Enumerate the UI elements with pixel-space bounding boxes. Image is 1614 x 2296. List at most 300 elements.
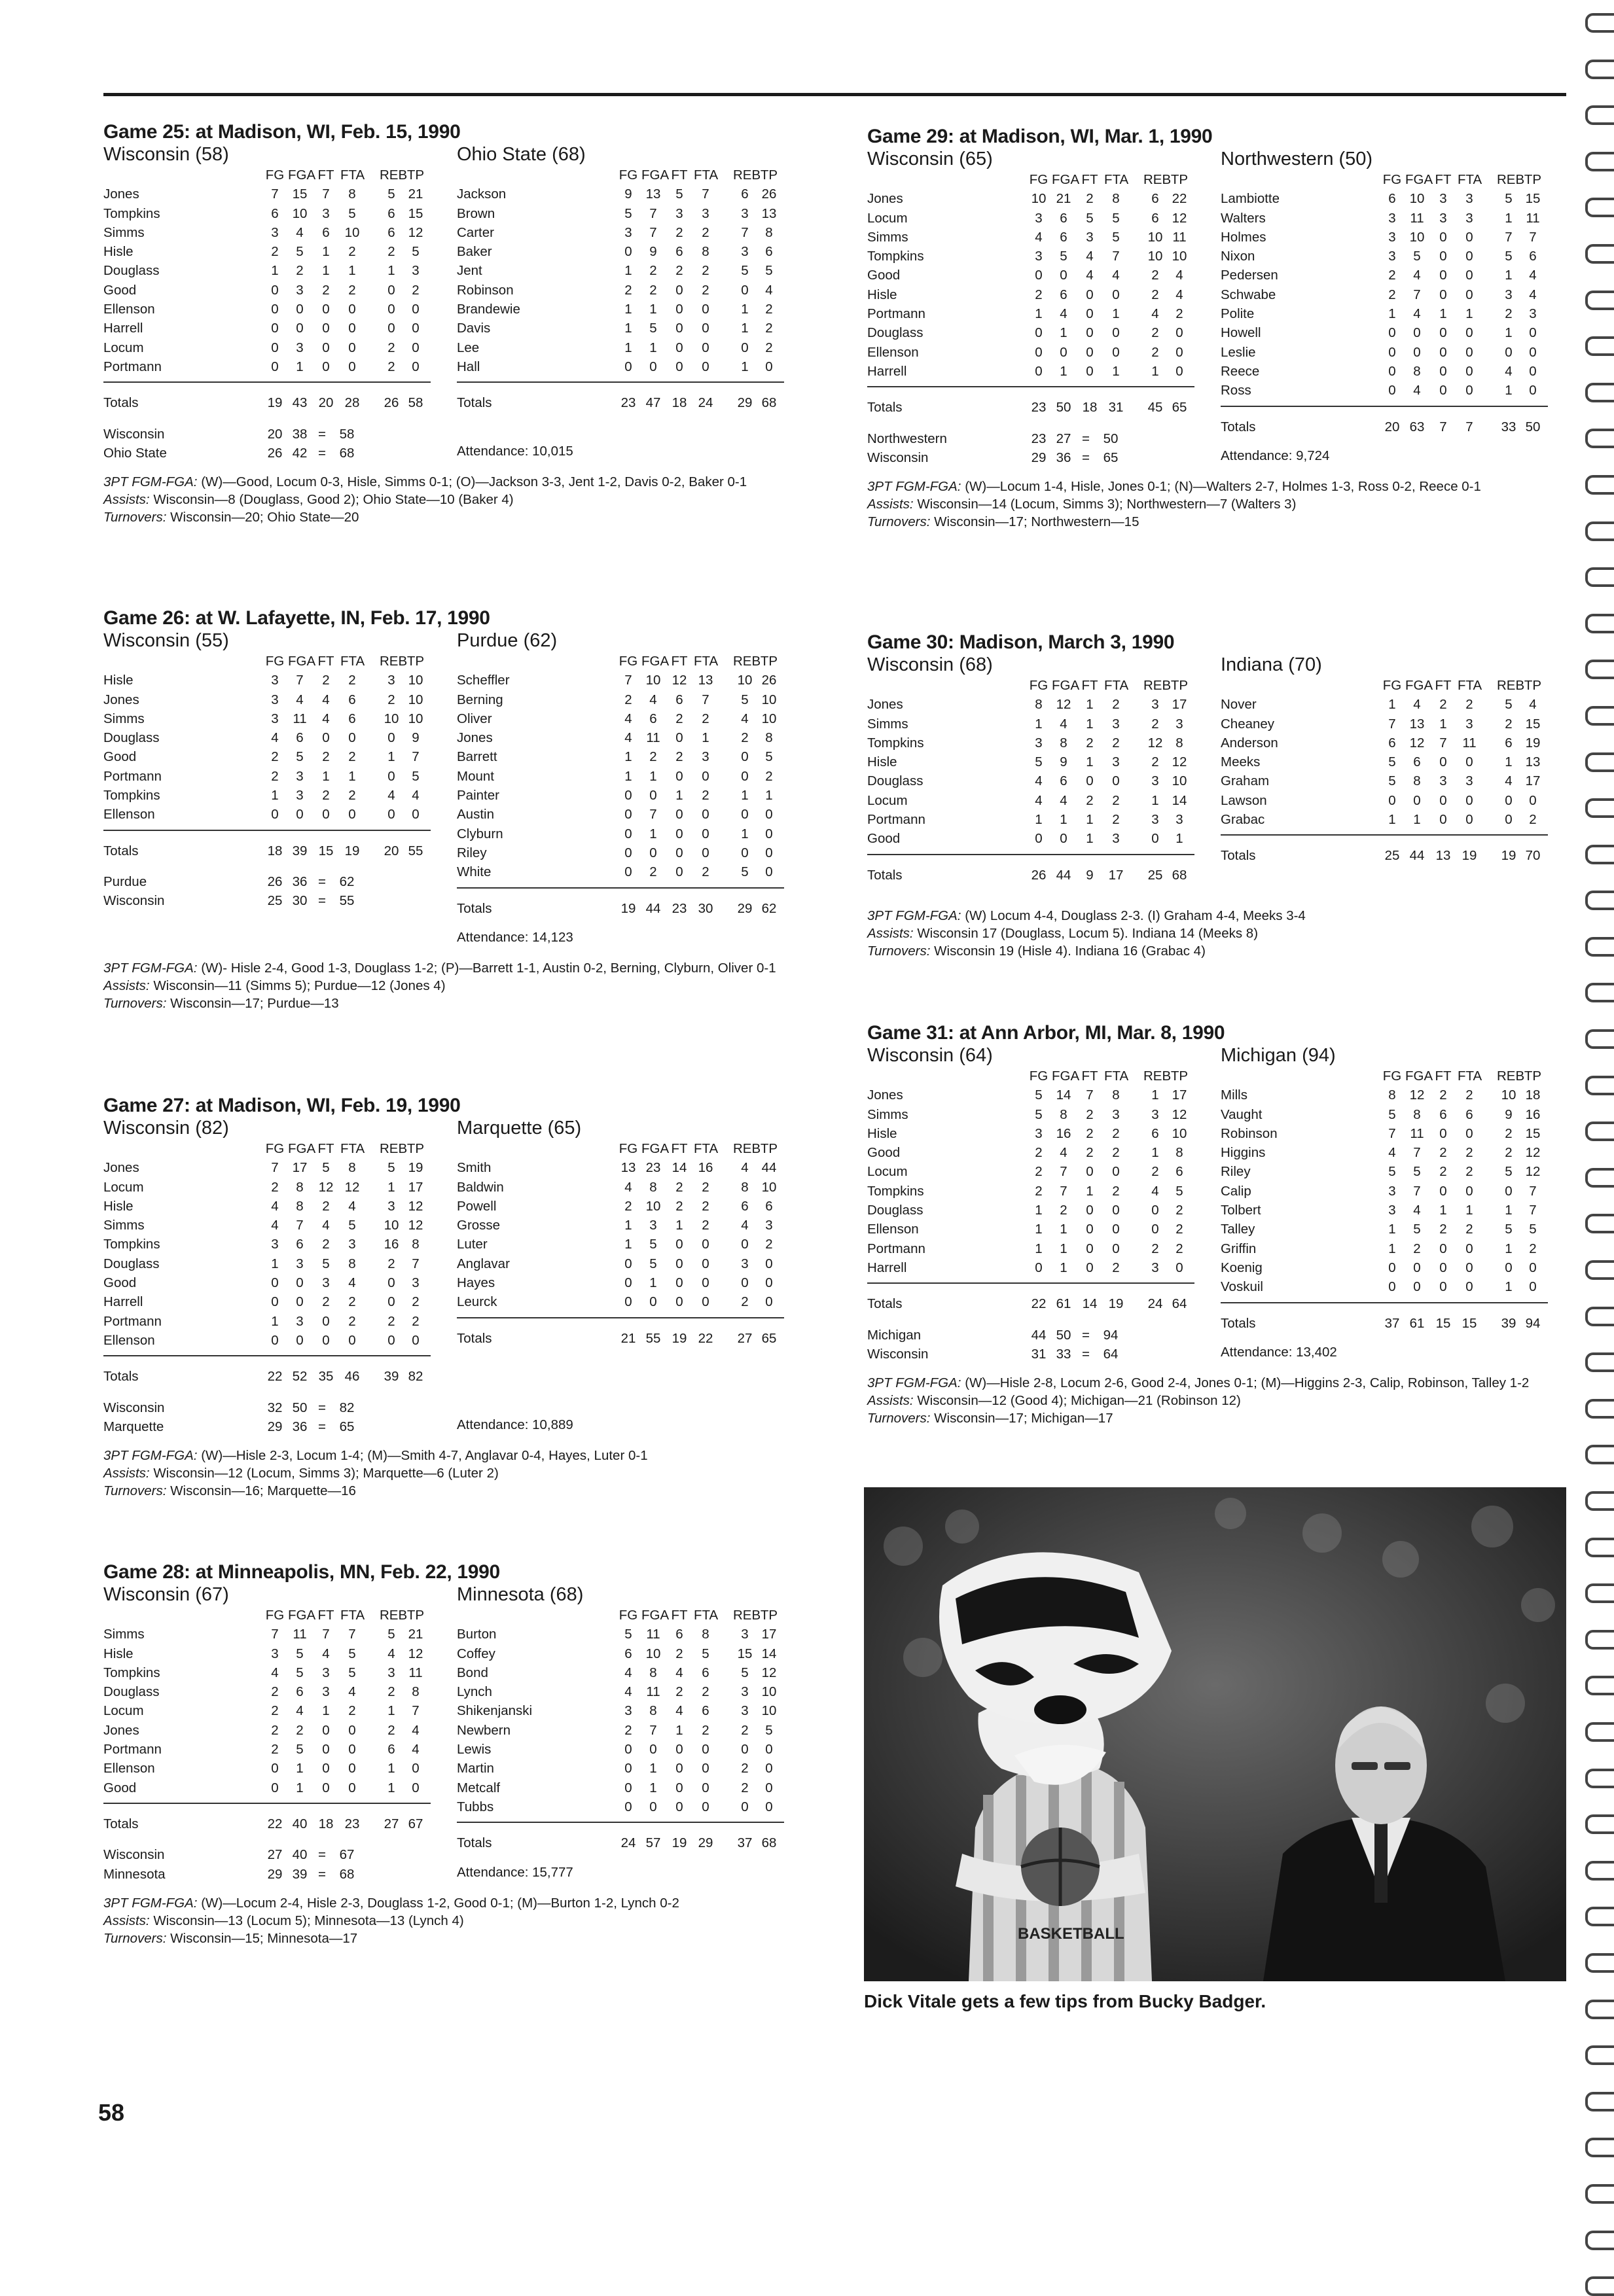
score-value: 30 xyxy=(292,893,308,909)
stat-value: 6 xyxy=(1151,191,1159,207)
halftime-scores xyxy=(103,425,418,463)
stat-value: 1 xyxy=(741,826,749,841)
stat-value: 5 xyxy=(1388,754,1396,770)
stat-value: 0 xyxy=(765,1275,773,1291)
totals-value: 39 xyxy=(292,843,308,858)
stat-value: 1 xyxy=(649,768,657,784)
stat-value: 4 xyxy=(1413,383,1421,398)
stat-value: 2 xyxy=(765,321,773,336)
note-line xyxy=(103,508,797,526)
stat-value: 0 xyxy=(296,1294,304,1310)
spiral-coil xyxy=(1585,1352,1614,1372)
stat-value: 1 xyxy=(1060,812,1067,828)
stat-value: 4 xyxy=(412,1722,420,1738)
score-value: 42 xyxy=(292,445,308,461)
stat-value: 2 xyxy=(348,673,356,688)
stat-value: 0 xyxy=(765,359,773,374)
stat-value: 0 xyxy=(1505,1183,1513,1199)
stat-value: 2 xyxy=(1086,1125,1094,1141)
stat-header: FT xyxy=(1435,1069,1452,1084)
player-row xyxy=(103,728,431,747)
stat-value: 0 xyxy=(1086,363,1094,379)
stat-value: 4 xyxy=(1060,716,1067,732)
spiral-coil xyxy=(1585,198,1614,217)
totals-value: 39 xyxy=(384,1369,399,1385)
player-row xyxy=(103,767,431,786)
stat-value: 7 xyxy=(1413,1183,1421,1199)
stat-value: 2 xyxy=(1439,697,1447,713)
note-label: 3PT FGM-FGA: xyxy=(867,479,961,495)
player-name: Robinson xyxy=(1221,1125,1278,1141)
stat-header: FG xyxy=(1029,678,1049,693)
stat-value: 15 xyxy=(1525,716,1541,732)
stat-header: FTA xyxy=(340,1141,365,1156)
totals-value: 30 xyxy=(698,900,713,916)
stat-value: 6 xyxy=(1465,1106,1473,1122)
totals-label: Totals xyxy=(867,867,903,883)
stat-header-row xyxy=(457,166,784,185)
stat-value: 5 xyxy=(741,263,749,279)
stat-value: 1 xyxy=(322,244,330,260)
stat-value: 3 xyxy=(1388,229,1396,245)
player-row xyxy=(457,300,784,319)
stat-header: FTA xyxy=(694,1141,719,1156)
totals-value: 23 xyxy=(1031,400,1047,415)
player-row xyxy=(1221,752,1548,771)
stat-value: 1 xyxy=(1086,812,1094,828)
stat-value: 0 xyxy=(1465,268,1473,283)
player-row xyxy=(867,695,1194,714)
totals-value: 22 xyxy=(698,1330,713,1346)
stat-value: 2 xyxy=(322,1294,330,1310)
note-text: Wisconsin—12 (Good 4); Michigan—21 (Robinson 12) xyxy=(913,1393,1241,1409)
stat-value: 3 xyxy=(322,205,330,221)
note-line xyxy=(867,495,1561,513)
stat-value: 0 xyxy=(322,1722,330,1738)
stat-value: 0 xyxy=(624,788,632,804)
player-name: Walters xyxy=(1221,210,1266,226)
stat-value: 15 xyxy=(292,186,308,202)
stat-value: 5 xyxy=(1112,210,1120,226)
stat-value: 10 xyxy=(761,711,777,726)
totals-label: Totals xyxy=(457,395,492,411)
stat-value: 3 xyxy=(1388,249,1396,264)
stat-value: 2 xyxy=(702,263,709,279)
player-name: Douglass xyxy=(867,325,924,341)
note-label: Assists: xyxy=(103,1913,150,1928)
stat-value: 4 xyxy=(1529,287,1537,302)
stat-header: REB xyxy=(1497,172,1525,187)
stat-value: 0 xyxy=(1035,1260,1043,1275)
player-row xyxy=(457,1197,784,1216)
player-row xyxy=(867,752,1194,771)
player-name: Tompkins xyxy=(103,1665,160,1680)
player-name: Ross xyxy=(1221,383,1251,398)
player-name: Good xyxy=(103,1780,137,1795)
stat-value: 0 xyxy=(624,1742,632,1757)
spiral-coil xyxy=(1585,13,1614,33)
score-value: 55 xyxy=(339,893,355,909)
stat-value: 1 xyxy=(1035,1241,1043,1256)
totals-value: 19 xyxy=(1501,848,1516,864)
stat-value: 1 xyxy=(1388,306,1396,322)
stat-value: 3 xyxy=(624,1703,632,1719)
stat-value: 0 xyxy=(1086,1222,1094,1237)
player-name: Robinson xyxy=(457,282,514,298)
stat-value: 5 xyxy=(649,1237,657,1252)
stat-value: 2 xyxy=(675,1646,683,1661)
stat-value: 0 xyxy=(675,807,683,822)
stat-value: 6 xyxy=(1151,210,1159,226)
stat-value: 0 xyxy=(675,302,683,317)
stat-header: FGA xyxy=(1052,1069,1080,1084)
player-name: Locum xyxy=(103,1703,144,1719)
stat-value: 5 xyxy=(412,768,420,784)
stat-value: 7 xyxy=(1505,229,1513,245)
score-value: 38 xyxy=(292,426,308,442)
spiral-coil xyxy=(1585,937,1614,957)
totals-value: 18 xyxy=(1082,400,1098,415)
stat-value: 0 xyxy=(296,321,304,336)
stat-value: 4 xyxy=(675,1665,683,1680)
totals-value: 22 xyxy=(267,1816,283,1831)
stat-value: 2 xyxy=(702,1722,709,1738)
top-rule xyxy=(103,93,1566,96)
player-row xyxy=(867,1239,1194,1258)
stat-value: 1 xyxy=(387,1703,395,1719)
player-row xyxy=(103,1254,431,1273)
stat-value: 2 xyxy=(387,340,395,355)
totals-rule xyxy=(103,1355,431,1356)
stat-value: 4 xyxy=(296,224,304,240)
stat-header: FGA xyxy=(641,1141,670,1156)
stat-value: 2 xyxy=(271,749,279,765)
stat-header: REB xyxy=(380,1141,408,1156)
stat-value: 0 xyxy=(322,1332,330,1348)
stat-value: 3 xyxy=(387,1665,395,1680)
stat-value: 5 xyxy=(649,321,657,336)
stat-value: 1 xyxy=(296,359,304,374)
player-row xyxy=(1221,362,1548,381)
totals-label: Totals xyxy=(1221,1315,1256,1331)
stat-value: 0 xyxy=(412,807,420,822)
stat-value: 2 xyxy=(1529,1241,1537,1256)
stat-value: 0 xyxy=(348,321,356,336)
stat-value: 2 xyxy=(765,1237,773,1252)
stat-value: 12 xyxy=(318,1179,334,1195)
score-team: Minnesota xyxy=(103,1866,166,1882)
stat-value: 10 xyxy=(292,205,308,221)
stat-value: 3 xyxy=(1388,1203,1396,1218)
stat-value: 5 xyxy=(1035,1106,1043,1122)
note-text: Wisconsin—13 (Locum 5); Minnesota—13 (Lynch 4) xyxy=(149,1913,464,1928)
team2-box-score xyxy=(1221,170,1548,434)
player-name: Brandewie xyxy=(457,302,520,317)
note-label: Turnovers: xyxy=(867,514,931,530)
spiral-coil xyxy=(1585,1583,1614,1603)
stat-value: 0 xyxy=(765,1780,773,1795)
score-value: 64 xyxy=(1103,1346,1119,1362)
player-row xyxy=(867,1162,1194,1181)
totals-value: 15 xyxy=(318,843,334,858)
stat-value: 8 xyxy=(1060,1106,1067,1122)
game-title: Game 27: at Madison, WI, Feb. 19, 1990 xyxy=(103,1095,461,1116)
player-row xyxy=(103,1759,431,1778)
player-name: Harrell xyxy=(103,1294,143,1310)
stat-value: 5 xyxy=(702,1646,709,1661)
stat-value: 0 xyxy=(675,826,683,841)
stat-value: 0 xyxy=(702,1237,709,1252)
note-text: Wisconsin—16; Marquette—16 xyxy=(166,1483,356,1499)
stat-value: 0 xyxy=(348,1780,356,1795)
player-name: Anglavar xyxy=(457,1256,510,1271)
stat-value: 4 xyxy=(1035,773,1043,789)
totals-value: 7 xyxy=(1465,419,1473,434)
player-row xyxy=(457,1158,784,1177)
stat-value: 5 xyxy=(1112,229,1120,245)
team2-label: Purdue (62) xyxy=(457,630,558,651)
stat-value: 3 xyxy=(649,1218,657,1233)
stat-value: 3 xyxy=(741,244,749,260)
note-line xyxy=(867,925,1561,942)
stat-value: 0 xyxy=(1388,344,1396,360)
team2-label: Northwestern (50) xyxy=(1221,149,1373,169)
stat-header: FTA xyxy=(1104,678,1129,693)
stat-value: 2 xyxy=(296,1722,304,1738)
stat-value: 1 xyxy=(1175,831,1183,847)
stat-value: 12 xyxy=(1172,754,1187,770)
player-row xyxy=(103,223,431,242)
stat-value: 10 xyxy=(645,1198,661,1214)
stat-value: 8 xyxy=(348,1256,356,1271)
stat-value: 8 xyxy=(765,224,773,240)
stat-value: 7 xyxy=(1060,1164,1067,1180)
note-text: (W)—Good, Locum 0-3, Hisle, Simms 0-1; (O)—Jackson 3-3, Jent 1-2, Davis 0-2, Baker 0-1 xyxy=(197,474,747,490)
stat-value: 2 xyxy=(1035,1164,1043,1180)
stat-value: 6 xyxy=(1505,735,1513,751)
totals-value: 23 xyxy=(672,900,687,916)
stat-value: 0 xyxy=(387,730,395,746)
stat-value: 0 xyxy=(348,1332,356,1348)
stat-value: 0 xyxy=(649,845,657,860)
player-row xyxy=(867,1086,1194,1104)
player-row xyxy=(457,671,784,690)
stat-value: 6 xyxy=(765,244,773,260)
stat-value: 2 xyxy=(702,864,709,880)
spiral-coil xyxy=(1585,1260,1614,1280)
stat-value: 4 xyxy=(1112,268,1120,283)
stat-value: 1 xyxy=(1505,325,1513,341)
stat-header: FGA xyxy=(1405,172,1433,187)
player-row xyxy=(103,300,431,319)
player-name: Jackson xyxy=(457,186,507,202)
stat-value: 3 xyxy=(1112,754,1120,770)
stat-value: 0 xyxy=(1035,325,1043,341)
page-number: 58 xyxy=(98,2099,125,2126)
note-label: 3PT FGM-FGA: xyxy=(103,1448,198,1464)
stat-value: 2 xyxy=(348,749,356,765)
stat-value: 12 xyxy=(408,1198,423,1214)
stat-value: 2 xyxy=(1505,306,1513,322)
stat-header: FG xyxy=(619,168,638,183)
stat-value: 3 xyxy=(1465,210,1473,226)
stat-value: 7 xyxy=(296,1218,304,1233)
player-name: Locum xyxy=(867,1164,908,1180)
stat-value: 8 xyxy=(649,1703,657,1719)
note-line xyxy=(867,1392,1561,1409)
player-row xyxy=(457,1701,784,1720)
stat-value: 9 xyxy=(624,186,632,202)
player-name: Nixon xyxy=(1221,249,1255,264)
spiral-coil xyxy=(1585,1676,1614,1695)
stat-value: 7 xyxy=(1388,716,1396,732)
totals-value: 19 xyxy=(1462,848,1477,864)
stat-value: 1 xyxy=(624,302,632,317)
player-row xyxy=(103,1721,431,1740)
stat-value: 2 xyxy=(649,263,657,279)
stat-value: 10 xyxy=(1147,249,1163,264)
note-text: (W)—Locum 2-4, Hisle 2-3, Douglass 1-2, Good 0-1; (M)—Burton 1-2, Lynch 0-2 xyxy=(197,1895,679,1911)
player-name: Cheaney xyxy=(1221,716,1275,732)
stat-value: 8 xyxy=(1413,363,1421,379)
note-label: 3PT FGM-FGA: xyxy=(867,908,961,923)
stat-value: 2 xyxy=(348,282,356,298)
stat-value: 0 xyxy=(1086,287,1094,302)
stat-value: 0 xyxy=(1086,325,1094,341)
stat-value: 0 xyxy=(675,1256,683,1271)
player-name: Nover xyxy=(1221,697,1257,713)
stat-value: 3 xyxy=(296,1256,304,1271)
stat-value: 0 xyxy=(624,1761,632,1776)
player-row xyxy=(1221,715,1548,733)
stat-value: 4 xyxy=(624,1665,632,1680)
totals-value: 61 xyxy=(1056,1296,1071,1312)
stat-value: 2 xyxy=(1112,735,1120,751)
stat-value: 2 xyxy=(387,1256,395,1271)
player-row xyxy=(103,319,431,338)
totals-rule xyxy=(457,1822,784,1823)
player-name: Portmann xyxy=(103,1742,162,1757)
totals-value: 24 xyxy=(698,395,713,411)
stat-value: 1 xyxy=(624,1237,632,1252)
spiral-coil xyxy=(1585,244,1614,264)
score-value: = xyxy=(318,1866,326,1882)
stat-value: 3 xyxy=(412,263,420,279)
score-value: = xyxy=(318,426,326,442)
stat-value: 0 xyxy=(1529,792,1537,808)
stat-value: 3 xyxy=(1439,210,1447,226)
stat-value: 12 xyxy=(1525,1145,1541,1161)
stat-header: REB xyxy=(733,168,761,183)
stat-value: 0 xyxy=(296,807,304,822)
player-name: Higgins xyxy=(1221,1145,1266,1161)
stat-value: 1 xyxy=(1505,210,1513,226)
attendance: Attendance: 10,015 xyxy=(457,443,573,459)
score-value: = xyxy=(318,1419,326,1434)
spiral-coil xyxy=(1585,2045,1614,2065)
totals-row xyxy=(457,393,784,412)
stat-value: 7 xyxy=(271,1160,279,1176)
stat-value: 11 xyxy=(1410,210,1424,226)
stat-header: FT xyxy=(1081,1069,1098,1084)
stat-value: 6 xyxy=(387,224,395,240)
stat-value: 5 xyxy=(741,692,749,707)
player-row xyxy=(457,1625,784,1644)
stat-value: 0 xyxy=(412,359,420,374)
stat-value: 2 xyxy=(1175,1241,1183,1256)
stat-value: 1 xyxy=(1465,1203,1473,1218)
player-name: Tompkins xyxy=(867,1183,924,1199)
stat-value: 6 xyxy=(1388,191,1396,207)
score-value: 36 xyxy=(292,1419,308,1434)
stat-value: 15 xyxy=(737,1646,753,1661)
player-name: Grabac xyxy=(1221,812,1265,828)
score-value: = xyxy=(318,445,326,461)
stat-value: 10 xyxy=(408,692,423,707)
totals-value: 45 xyxy=(1147,400,1163,415)
stat-value: 7 xyxy=(1388,1125,1396,1141)
player-row xyxy=(867,1258,1194,1277)
player-row xyxy=(1221,323,1548,342)
stat-value: 1 xyxy=(675,788,683,804)
note-line xyxy=(103,473,797,491)
stat-value: 6 xyxy=(1151,1125,1159,1141)
stat-value: 8 xyxy=(1035,697,1043,713)
stat-value: 6 xyxy=(649,711,657,726)
note-text: Wisconsin—17; Michigan—17 xyxy=(930,1411,1113,1426)
stat-header: FT xyxy=(671,1608,688,1623)
stat-value: 6 xyxy=(675,692,683,707)
stat-value: 13 xyxy=(761,205,777,221)
stat-value: 10 xyxy=(761,1684,777,1700)
totals-value: 68 xyxy=(1172,867,1187,883)
stat-value: 3 xyxy=(1465,716,1473,732)
stat-value: 5 xyxy=(1086,210,1094,226)
score-team: Purdue xyxy=(103,874,147,889)
player-row xyxy=(457,1254,784,1273)
stat-value: 4 xyxy=(348,1275,356,1291)
stat-value: 0 xyxy=(1439,383,1447,398)
score-row xyxy=(867,448,1181,467)
stat-value: 11 xyxy=(293,711,307,726)
player-row xyxy=(103,709,431,728)
team1-box-score xyxy=(103,166,431,411)
stat-value: 0 xyxy=(765,1799,773,1814)
team1-box-score xyxy=(103,652,431,858)
stat-value: 3 xyxy=(1388,210,1396,226)
stat-value: 0 xyxy=(1112,1222,1120,1237)
player-row xyxy=(457,1216,784,1235)
stat-value: 2 xyxy=(1465,1145,1473,1161)
stat-value: 14 xyxy=(1056,1087,1071,1103)
stat-value: 0 xyxy=(1465,1183,1473,1199)
stat-value: 7 xyxy=(271,186,279,202)
spiral-coil xyxy=(1585,614,1614,633)
spiral-coil xyxy=(1585,1953,1614,1973)
player-name: Ellenson xyxy=(867,1222,919,1237)
stat-value: 8 xyxy=(765,730,773,746)
stat-value: 3 xyxy=(322,1275,330,1291)
stat-value: 4 xyxy=(387,1646,395,1661)
stat-value: 12 xyxy=(1056,697,1071,713)
spiral-binding xyxy=(1580,13,1614,2153)
stat-value: 5 xyxy=(1413,1222,1421,1237)
stat-value: 0 xyxy=(675,730,683,746)
note-label: Turnovers: xyxy=(103,510,167,525)
totals-value: 19 xyxy=(1108,1296,1124,1312)
totals-value: 19 xyxy=(267,395,283,411)
stat-value: 10 xyxy=(384,711,399,726)
